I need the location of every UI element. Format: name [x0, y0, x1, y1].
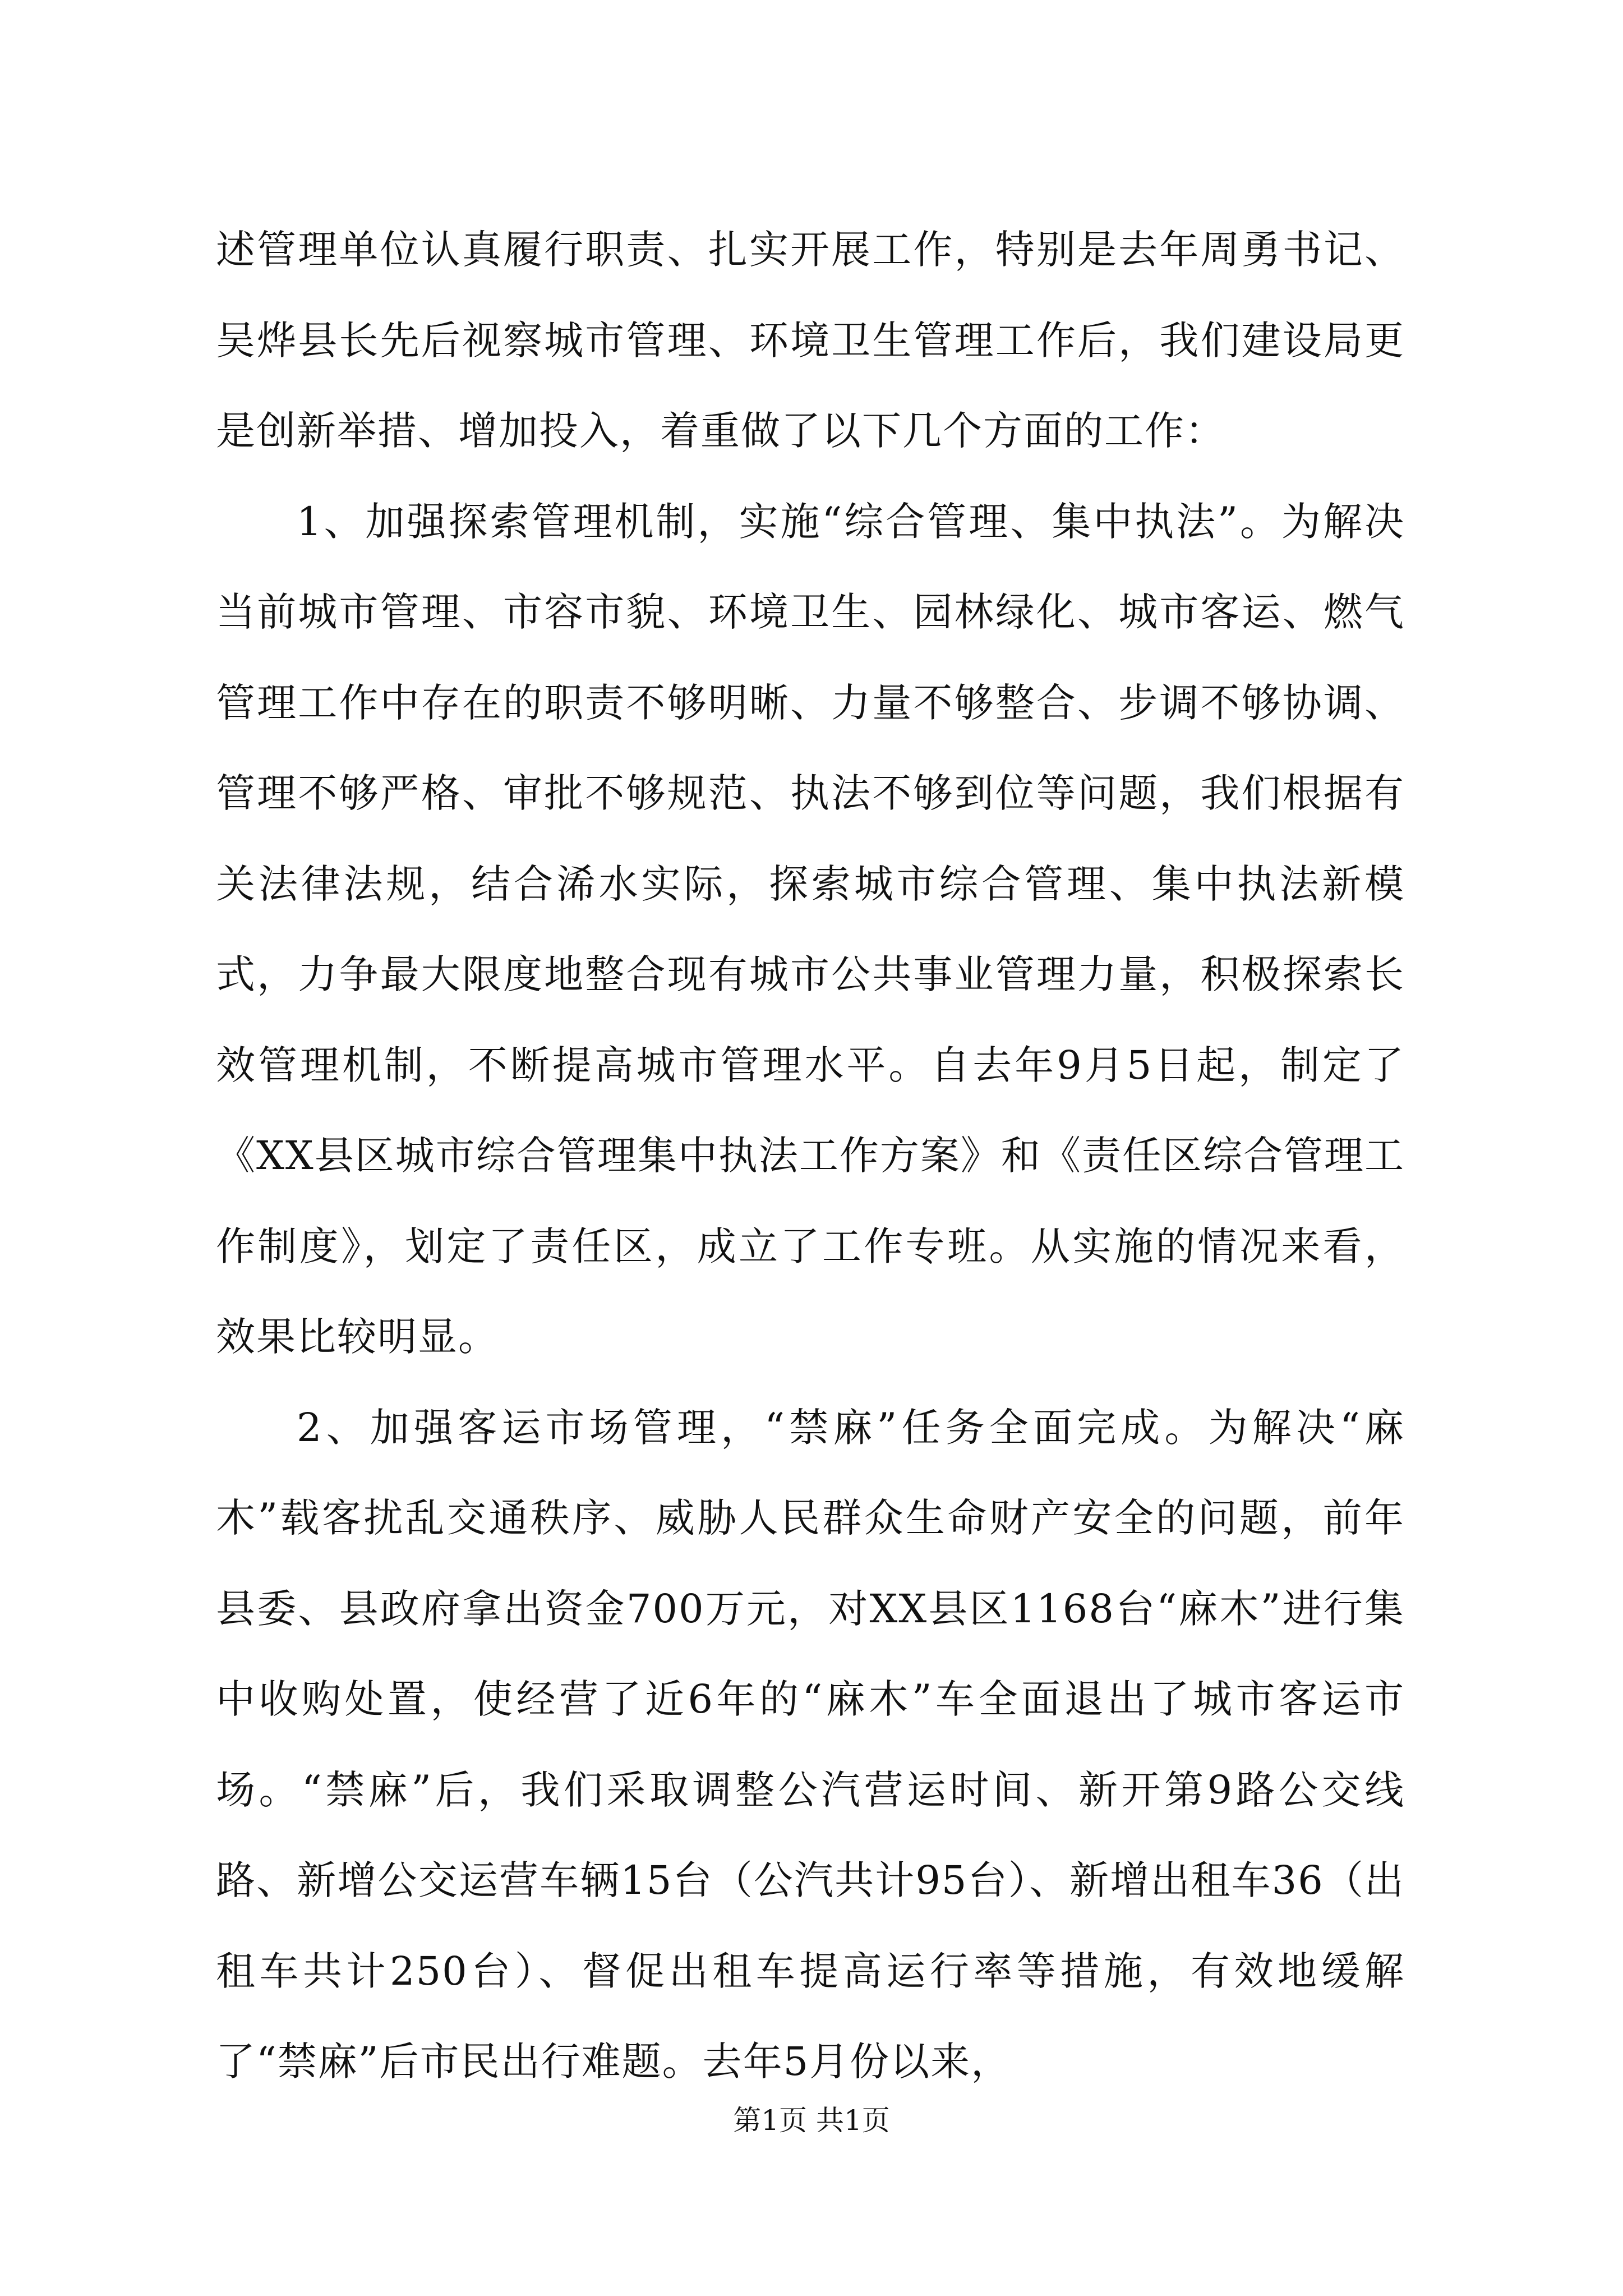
page-footer: 第1页 共1页: [733, 2104, 890, 2137]
paragraph: 2、加强客运市场管理，“禁麻”任务全面完成。为解决“麻木”载客扰乱交通秩序、威胁人民群众生命财产安全的问题，前年县委、县政府拿出资金700万元，对XX县区1168台“麻木”进行集中收购处置，使经营了近6年的“麻木”车全面退出了城市客运市场。“禁麻”后，我们采取调整公汽营运时间、新开第9路公交线路、新增公交运营车辆15台（公汽共计95台）、新增出租车36（出租车共计250台）、督促出租车提高运行率等措施，有效地缓解了“禁麻”后市民出行难题。去年5月份以来，: [216, 1404, 1405, 2085]
document-body: [216, 205, 1405, 2108]
paragraph: 1、加强探索管理机制，实施“综合管理、集中执法”。为解决当前城市管理、市容市貌、环境卫生、园林绿化、城市客运、燃气管理工作中存在的职责不够明晰、力量不够整合、步调不够协调、管理不够严格、审批不够规范、执法不够到位等问题，我们根据有关法律法规，结合浠水实际，探索城市综合管理、集中执法新模式，力争最大限度地整合现有城市公共事业管理力量，积极探索长效管理机制，不断提高城市管理水平。自去年9月5日起，制定了《XX县区城市综合管理集中执法工作方案》和《责任区综合管理工作制度》，划定了责任区，成立了工作专班。从实施的情况来看，效果比较明显。: [216, 498, 1405, 1360]
paragraph: 述管理单位认真履行职责、扎实开展工作，特别是去年周勇书记、吴烨县长先后视察城市管理、环境卫生管理工作后，我们建设局更是创新举措、增加投入，着重做了以下几个方面的工作：: [216, 227, 1405, 454]
